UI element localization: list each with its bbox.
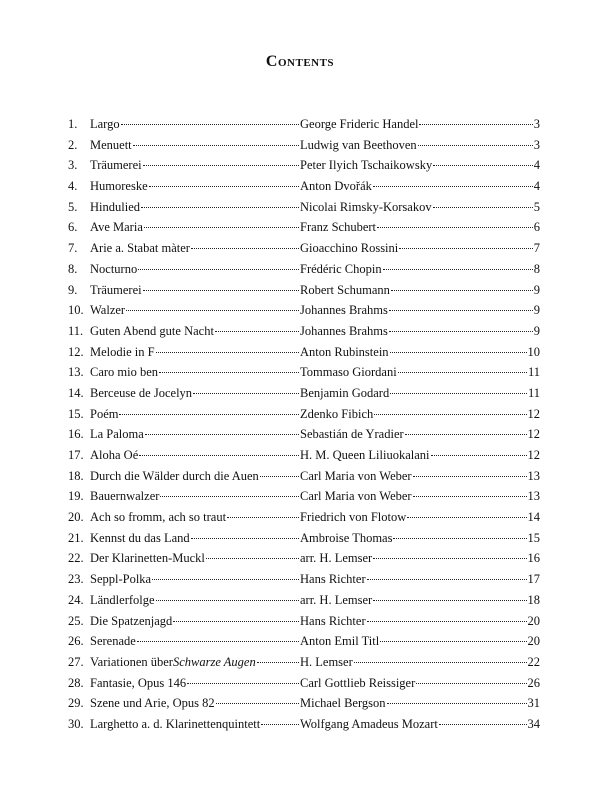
toc-entry bbox=[68, 696, 540, 717]
dot-leader bbox=[260, 474, 299, 477]
entry-page-number: 11 bbox=[527, 365, 540, 380]
dot-leader bbox=[398, 370, 527, 373]
dot-leader bbox=[387, 701, 527, 704]
dot-leader bbox=[367, 577, 527, 580]
entry-title: Melodie in F bbox=[90, 344, 155, 359]
entry-composer-column bbox=[300, 634, 540, 649]
dot-leader bbox=[133, 143, 299, 146]
entry-composer-column bbox=[300, 241, 540, 256]
entry-composer-column bbox=[300, 614, 540, 629]
entry-page-number: 5 bbox=[533, 199, 540, 214]
entry-page-number: 11 bbox=[527, 385, 540, 400]
entry-page-number: 8 bbox=[533, 261, 540, 276]
entry-title-column bbox=[90, 489, 300, 504]
toc-entry bbox=[68, 572, 540, 593]
dot-leader bbox=[160, 494, 299, 497]
entry-page-number: 20 bbox=[527, 634, 540, 649]
entry-composer-column bbox=[300, 262, 540, 277]
entry-composer: Johannes Brahms bbox=[300, 303, 388, 318]
entry-composer: Frédéric Chopin bbox=[300, 261, 382, 276]
dot-leader bbox=[257, 660, 299, 663]
entry-title-column bbox=[90, 696, 300, 711]
entry-title-column bbox=[90, 407, 300, 422]
entry-composer: H. Lemser bbox=[300, 654, 353, 669]
entry-composer: Carl Maria von Weber bbox=[300, 489, 412, 504]
dot-leader bbox=[367, 619, 527, 622]
entry-composer-column bbox=[300, 469, 540, 484]
toc-entry bbox=[68, 365, 540, 386]
entry-page-number: 3 bbox=[533, 137, 540, 152]
entry-number: 8. bbox=[68, 261, 78, 276]
entry-composer-column bbox=[300, 179, 540, 194]
entry-number: 25. bbox=[68, 613, 84, 628]
entry-composer: Robert Schumann bbox=[300, 282, 390, 297]
entry-title-column bbox=[90, 531, 300, 546]
entry-title: Larghetto a. d. Klarinettenquintett bbox=[90, 716, 261, 731]
dot-leader bbox=[216, 701, 299, 704]
entry-composer: Friedrich von Flotow bbox=[300, 510, 407, 525]
dot-leader bbox=[377, 225, 533, 228]
entry-page-number: 26 bbox=[527, 675, 540, 690]
dot-leader bbox=[156, 350, 299, 353]
dot-leader bbox=[144, 225, 299, 228]
entry-page-number: 16 bbox=[527, 551, 540, 566]
entry-title: Ave Maria bbox=[90, 220, 143, 235]
entry-number: 3. bbox=[68, 158, 78, 173]
dot-leader bbox=[413, 494, 527, 497]
entry-number: 26. bbox=[68, 634, 84, 649]
entry-title-column bbox=[90, 117, 300, 132]
entry-composer: Anton Dvořák bbox=[300, 179, 372, 194]
entry-title-column bbox=[90, 241, 300, 256]
dot-leader bbox=[373, 184, 533, 187]
entry-composer-column bbox=[300, 386, 540, 401]
entry-composer-column bbox=[300, 427, 540, 442]
entry-title-column bbox=[90, 427, 300, 442]
dot-leader bbox=[399, 246, 532, 249]
toc-entry bbox=[68, 469, 540, 490]
dot-leader bbox=[418, 143, 533, 146]
entry-number: 29. bbox=[68, 696, 84, 711]
dot-leader bbox=[206, 556, 299, 559]
dot-leader bbox=[138, 267, 299, 270]
entry-number: 28. bbox=[68, 675, 84, 690]
entry-title: Die Spatzenjagd bbox=[90, 613, 173, 628]
entry-page-number: 4 bbox=[533, 158, 540, 173]
dot-leader bbox=[439, 722, 527, 725]
dot-leader bbox=[187, 681, 299, 684]
entry-title: Bauernwalzer bbox=[90, 489, 160, 504]
entry-composer: George Frideric Handel bbox=[300, 117, 419, 131]
entry-page-number: 9 bbox=[533, 282, 540, 297]
entry-number: 24. bbox=[68, 592, 84, 607]
entry-title: Träumerei bbox=[90, 282, 142, 297]
entry-composer: Franz Schubert bbox=[300, 220, 377, 235]
toc-entry bbox=[68, 717, 540, 738]
toc-entry bbox=[68, 138, 540, 159]
dot-leader bbox=[389, 329, 533, 332]
entry-page-number: 20 bbox=[527, 613, 540, 628]
entry-title-column bbox=[90, 655, 300, 670]
toc-entry bbox=[68, 324, 540, 345]
toc-entry bbox=[68, 117, 540, 138]
entry-composer-column bbox=[300, 138, 540, 153]
entry-number: 15. bbox=[68, 406, 84, 421]
entry-number: 22. bbox=[68, 551, 84, 566]
entry-title-column bbox=[90, 614, 300, 629]
entry-composer: Zdenko Fibich bbox=[300, 406, 374, 421]
entry-title-column bbox=[90, 634, 300, 649]
entry-title-italic: Schwarze Augen bbox=[172, 654, 256, 669]
entry-title-column bbox=[90, 324, 300, 339]
entry-title: Träumerei bbox=[90, 158, 142, 173]
entry-composer: Gioacchino Rossini bbox=[300, 241, 399, 256]
entry-composer: Michael Bergson bbox=[300, 696, 386, 711]
entry-composer-column bbox=[300, 345, 540, 360]
dot-leader bbox=[152, 577, 299, 580]
entry-number: 19. bbox=[68, 489, 84, 504]
dot-leader bbox=[433, 205, 533, 208]
dot-leader bbox=[373, 598, 526, 601]
entry-page-number: 31 bbox=[527, 696, 540, 711]
entry-composer-column bbox=[300, 448, 540, 463]
entry-number: 13. bbox=[68, 365, 84, 380]
entry-page-number: 18 bbox=[527, 592, 540, 607]
entry-title-column bbox=[90, 200, 300, 215]
entry-number: 7. bbox=[68, 241, 78, 256]
toc-entry bbox=[68, 345, 540, 366]
entry-composer: Carl Gottlieb Reissiger bbox=[300, 675, 416, 690]
entry-title: Durch die Wälder durch die Auen bbox=[90, 468, 259, 483]
toc-entry bbox=[68, 427, 540, 448]
entry-number: 4. bbox=[68, 179, 78, 194]
entry-title: Kennst du das Land bbox=[90, 530, 190, 545]
toc-entry bbox=[68, 158, 540, 179]
dot-leader bbox=[419, 122, 532, 125]
entry-composer: Carl Maria von Weber bbox=[300, 468, 412, 483]
toc-entry bbox=[68, 448, 540, 469]
entry-title: Szene und Arie, Opus 82 bbox=[90, 696, 215, 711]
entry-title: Largo bbox=[90, 117, 120, 131]
entry-number: 9. bbox=[68, 282, 78, 297]
entry-number: 16. bbox=[68, 427, 84, 442]
dot-leader bbox=[191, 536, 299, 539]
toc-entry bbox=[68, 386, 540, 407]
dot-leader bbox=[405, 432, 527, 435]
dot-leader bbox=[354, 660, 527, 663]
entry-title: La Paloma bbox=[90, 427, 144, 442]
dot-leader bbox=[380, 639, 526, 642]
entry-title: Der Klarinetten-Muckl bbox=[90, 551, 205, 566]
dot-leader bbox=[383, 267, 533, 270]
entry-composer-column bbox=[300, 158, 540, 173]
entry-number: 5. bbox=[68, 199, 78, 214]
dot-leader bbox=[393, 536, 526, 539]
dot-leader bbox=[373, 556, 526, 559]
entry-title: Poém bbox=[90, 406, 119, 421]
dot-leader bbox=[431, 453, 527, 456]
entry-page-number: 4 bbox=[533, 179, 540, 194]
dot-leader bbox=[139, 453, 299, 456]
entry-composer-column bbox=[300, 489, 540, 504]
entry-page-number: 12 bbox=[527, 406, 540, 421]
dot-leader bbox=[143, 288, 299, 291]
entry-page-number: 15 bbox=[527, 530, 540, 545]
dot-leader bbox=[121, 122, 299, 125]
dot-leader bbox=[413, 474, 527, 477]
entry-title: Ach so fromm, ach so traut bbox=[90, 510, 227, 525]
entry-page-number: 9 bbox=[533, 323, 540, 338]
toc-entry bbox=[68, 531, 540, 552]
toc-entry bbox=[68, 303, 540, 324]
entry-title-column bbox=[90, 448, 300, 463]
entry-composer: Benjamin Godard bbox=[300, 385, 390, 400]
entry-title: Guten Abend gute Nacht bbox=[90, 323, 214, 338]
dot-leader bbox=[173, 619, 299, 622]
entry-number: 20. bbox=[68, 510, 84, 525]
entry-composer: Sebastián de Yradier bbox=[300, 427, 404, 442]
dot-leader bbox=[261, 722, 299, 725]
toc-entry bbox=[68, 407, 540, 428]
entry-composer: Ludwig van Beethoven bbox=[300, 137, 417, 152]
toc-entry bbox=[68, 655, 540, 676]
entry-composer-column bbox=[300, 676, 540, 691]
entry-page-number: 3 bbox=[533, 117, 540, 131]
entry-composer-column bbox=[300, 551, 540, 566]
entry-title: Nocturno bbox=[90, 261, 138, 276]
entry-number: 6. bbox=[68, 220, 78, 235]
toc-entry bbox=[68, 489, 540, 510]
toc-entry bbox=[68, 593, 540, 614]
entry-composer-column bbox=[300, 324, 540, 339]
toc-entry bbox=[68, 179, 540, 200]
toc-entry bbox=[68, 676, 540, 697]
entry-page-number: 13 bbox=[527, 468, 540, 483]
entry-composer: arr. H. Lemser bbox=[300, 592, 373, 607]
dot-leader bbox=[391, 288, 533, 291]
entry-number: 21. bbox=[68, 530, 84, 545]
toc-entry bbox=[68, 510, 540, 531]
entry-number: 1. bbox=[68, 117, 78, 131]
entry-composer-column bbox=[300, 283, 540, 298]
entry-page-number: 9 bbox=[533, 303, 540, 318]
entry-composer: Hans Richter bbox=[300, 613, 366, 628]
entry-title: Fantasie, Opus 146 bbox=[90, 675, 187, 690]
entry-title: Hindulied bbox=[90, 199, 140, 214]
page-title: Contents bbox=[265, 53, 335, 70]
toc-entry bbox=[68, 551, 540, 572]
entry-composer-column bbox=[300, 365, 540, 380]
entry-title-column bbox=[90, 593, 300, 608]
entry-number: 27. bbox=[68, 654, 84, 669]
dot-leader bbox=[433, 163, 533, 166]
entry-composer-column bbox=[300, 572, 540, 587]
entry-title-column bbox=[90, 572, 300, 587]
entry-page-number: 34 bbox=[527, 716, 540, 731]
entry-number: 23. bbox=[68, 572, 84, 587]
toc-entry bbox=[68, 200, 540, 221]
entry-number: 11. bbox=[68, 323, 84, 338]
entry-title: Caro mio ben bbox=[90, 365, 159, 380]
table-of-contents bbox=[68, 117, 540, 738]
entry-composer-column bbox=[300, 200, 540, 215]
dot-leader bbox=[126, 308, 299, 311]
entry-title-column bbox=[90, 158, 300, 173]
entry-page-number: 6 bbox=[533, 220, 540, 235]
entry-composer: Ambroise Thomas bbox=[300, 530, 393, 545]
entry-title-column bbox=[90, 386, 300, 401]
entry-page-number: 7 bbox=[533, 241, 540, 256]
dot-leader bbox=[390, 391, 527, 394]
entry-composer-column bbox=[300, 531, 540, 546]
entry-title: Seppl-Polka bbox=[90, 572, 152, 587]
entry-composer-column bbox=[300, 510, 540, 525]
entry-number: 10. bbox=[68, 303, 84, 318]
entry-title-column bbox=[90, 179, 300, 194]
entry-composer: Tommaso Giordani bbox=[300, 365, 397, 380]
entry-number: 30. bbox=[68, 716, 84, 731]
toc-entry bbox=[68, 241, 540, 262]
dot-leader bbox=[137, 639, 299, 642]
entry-title-column bbox=[90, 510, 300, 525]
dot-leader bbox=[416, 681, 526, 684]
entry-title: Ländlerfolge bbox=[90, 592, 155, 607]
entry-composer-column bbox=[300, 717, 540, 732]
entry-page-number: 10 bbox=[527, 344, 540, 359]
dot-leader bbox=[191, 246, 299, 249]
entry-number: 18. bbox=[68, 468, 84, 483]
entry-title: Berceuse de Jocelyn bbox=[90, 385, 193, 400]
entry-number: 14. bbox=[68, 385, 84, 400]
entry-title-column bbox=[90, 676, 300, 691]
entry-title-column bbox=[90, 365, 300, 380]
entry-title-column bbox=[90, 551, 300, 566]
entry-composer: H. M. Queen Liliuokalani bbox=[300, 448, 430, 462]
dot-leader bbox=[141, 205, 299, 208]
entry-title-column bbox=[90, 138, 300, 153]
entry-composer: Johannes Brahms bbox=[300, 323, 388, 338]
toc-entry bbox=[68, 614, 540, 635]
toc-entry bbox=[68, 220, 540, 241]
dot-leader bbox=[193, 391, 299, 394]
entry-composer: Peter Ilyich Tschaikowsky bbox=[300, 158, 433, 173]
entry-page-number: 12 bbox=[527, 427, 540, 442]
dot-leader bbox=[374, 412, 526, 415]
entry-number: 12. bbox=[68, 344, 84, 359]
entry-composer: Anton Emil Titl bbox=[300, 634, 380, 649]
entry-page-number: 17 bbox=[527, 572, 540, 587]
entry-page-number: 22 bbox=[527, 654, 540, 669]
entry-composer-column bbox=[300, 593, 540, 608]
entry-composer-column bbox=[300, 407, 540, 422]
dot-leader bbox=[143, 163, 299, 166]
dot-leader bbox=[407, 515, 526, 518]
entry-title-column bbox=[90, 717, 300, 732]
entry-title: Humoreske bbox=[90, 179, 148, 194]
entry-title: Menuett bbox=[90, 137, 132, 152]
entry-title-column bbox=[90, 262, 300, 277]
entry-title: Serenade bbox=[90, 634, 136, 649]
entry-composer: Nicolai Rimsky-Korsakov bbox=[300, 199, 432, 214]
toc-entry bbox=[68, 262, 540, 283]
dot-leader bbox=[149, 184, 299, 187]
dot-leader bbox=[389, 308, 533, 311]
entry-title: Variationen über bbox=[90, 654, 173, 669]
entry-composer: arr. H. Lemser bbox=[300, 551, 373, 566]
entry-title-column bbox=[90, 469, 300, 484]
entry-page-number: 13 bbox=[527, 489, 540, 504]
entry-number: 17. bbox=[68, 448, 84, 462]
entry-composer-column bbox=[300, 303, 540, 318]
toc-entry bbox=[68, 283, 540, 304]
dot-leader bbox=[227, 515, 299, 518]
entry-title-column bbox=[90, 283, 300, 298]
dot-leader bbox=[119, 412, 299, 415]
entry-title: Arie a. Stabat màter bbox=[90, 241, 190, 256]
entry-composer-column bbox=[300, 117, 540, 132]
entry-number: 2. bbox=[68, 137, 78, 152]
dot-leader bbox=[215, 329, 299, 332]
entry-title-column bbox=[90, 303, 300, 318]
entry-page-number: 12 bbox=[527, 448, 540, 462]
entry-composer-column bbox=[300, 696, 540, 711]
entry-title: Walzer bbox=[90, 303, 126, 318]
entry-composer: Anton Rubinstein bbox=[300, 344, 389, 359]
toc-entry bbox=[68, 634, 540, 655]
dot-leader bbox=[159, 370, 299, 373]
entry-title-column bbox=[90, 345, 300, 360]
entry-page-number: 14 bbox=[527, 510, 540, 525]
dot-leader bbox=[145, 432, 299, 435]
dot-leader bbox=[390, 350, 527, 353]
entry-composer-column bbox=[300, 220, 540, 235]
dot-leader bbox=[156, 598, 299, 601]
entry-title-column bbox=[90, 220, 300, 235]
entry-composer: Wolfgang Amadeus Mozart bbox=[300, 716, 438, 731]
entry-composer-column bbox=[300, 655, 540, 670]
entry-composer: Hans Richter bbox=[300, 572, 366, 587]
entry-title: Aloha Oé bbox=[90, 448, 139, 462]
